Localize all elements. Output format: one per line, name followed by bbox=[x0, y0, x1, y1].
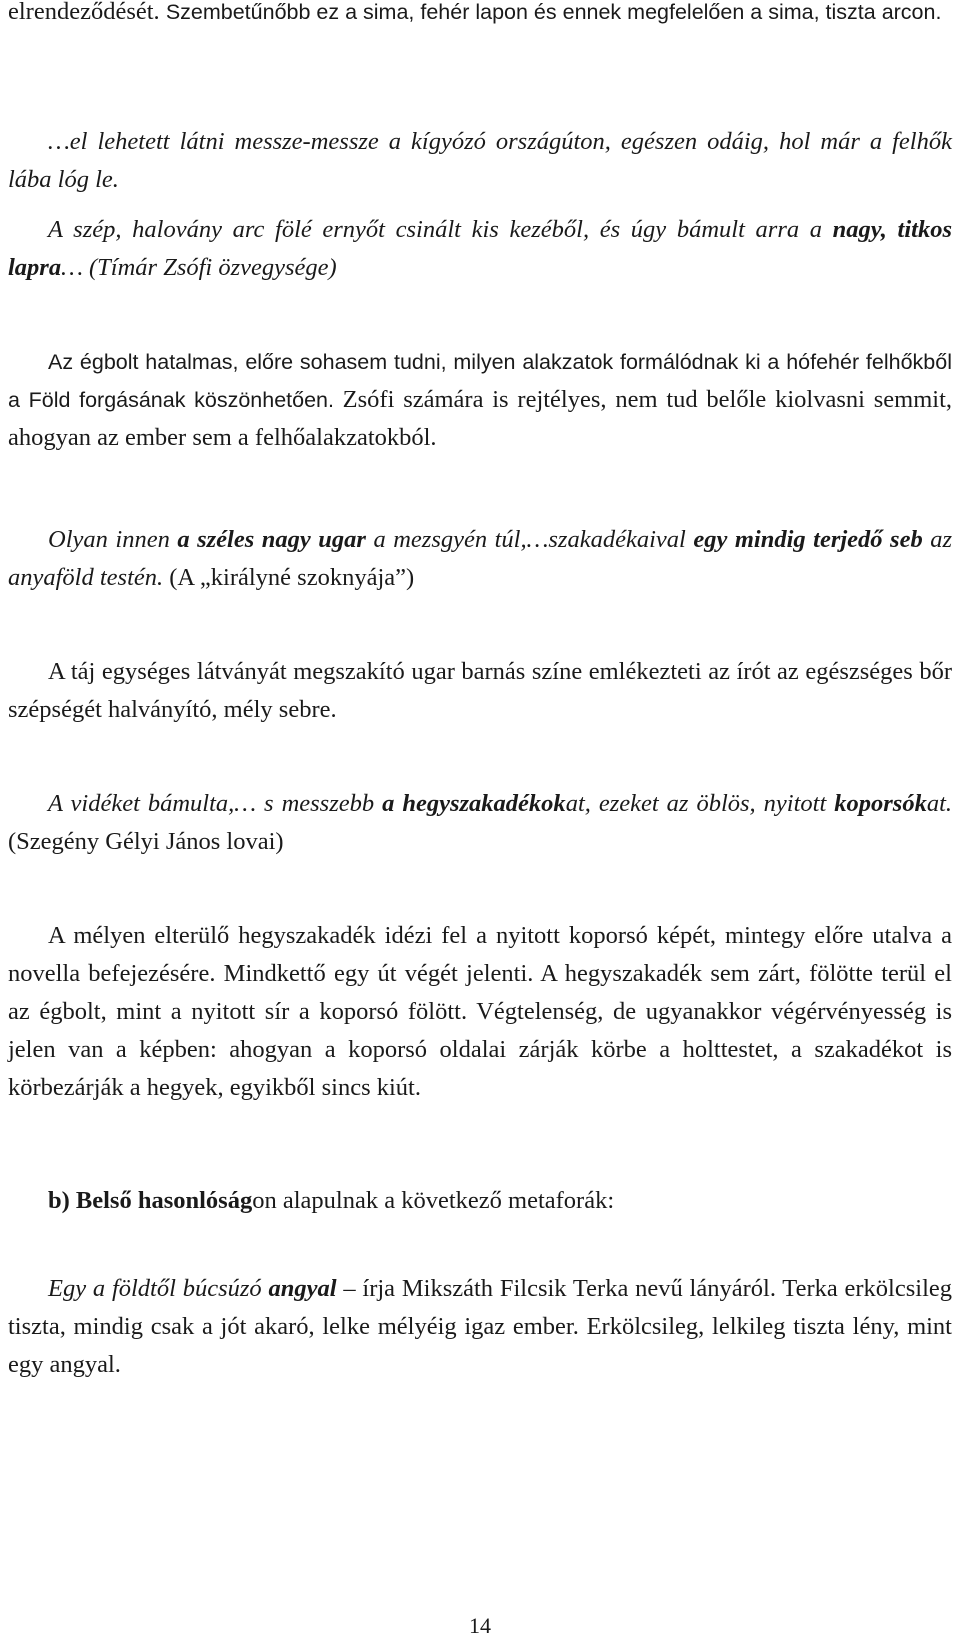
quote-source: (A „királyné szoknyája”) bbox=[169, 564, 415, 591]
quote-text: at. bbox=[926, 790, 953, 817]
text-run: A táj egységes látványát megszakító ugar barnás színe emlékezteti az írót az egészséges bőr szépségét halványító, mély sebre. bbox=[8, 658, 952, 723]
quote-text: Egy a földtől búcsúzó bbox=[48, 1275, 262, 1302]
document-page bbox=[8, 0, 952, 1648]
body-paragraph bbox=[8, 1270, 952, 1384]
text-run: Az égbolt hatalmas, előre sohasem tudni, milyen alakzatok formálódnak ki a hófehér felhőkből a Föld forgásának köszönhetően. bbox=[8, 350, 952, 412]
quote-source: (Szegény Gélyi János lovai) bbox=[8, 828, 284, 855]
text-run: A mélyen elterülő hegyszakadék idézi fel a nyitott koporsó képét, mintegy előre utalva a novella befejezésére. Mindkettő egy út végét jelenti. A hegyszakadék sem zárt, fölötte terül el az égbolt, mint a nyitott sír a koporsó fölött. Végtelenség, de ugyanakkor végérvényesség is jelen van a képben: ahogyan a koporsó oldalai zárják körbe a holttestet, a szakadékot is körbezárják a hegyek, egyikből sincs kiút. bbox=[8, 922, 952, 1101]
emphasis-text: koporsók bbox=[834, 790, 927, 817]
body-paragraph bbox=[8, 343, 952, 457]
paragraph-continuation bbox=[8, 0, 952, 31]
quote-text: A vidéket bámulta,… s messzebb bbox=[48, 790, 375, 817]
body-paragraph bbox=[8, 917, 952, 1107]
quote-text: at, ezeket az öblös, nyitott bbox=[565, 790, 827, 817]
quote-paragraph bbox=[8, 785, 952, 861]
quote-paragraph bbox=[8, 123, 952, 199]
section-heading: b) Belső hasonlóság bbox=[48, 1187, 253, 1214]
quote-paragraph bbox=[8, 521, 952, 597]
quote-text: A szép, halovány arc fölé ernyőt csinált kis kezéből, és úgy bámult arra a bbox=[48, 216, 823, 243]
emphasis-text: nagy, titkos lapra bbox=[8, 216, 952, 281]
text-run: on alapulnak a következő metaforák: bbox=[252, 1187, 615, 1214]
page-number: 14 bbox=[469, 1613, 491, 1638]
text-run: elrendeződését. bbox=[8, 0, 160, 25]
emphasis-text: a széles nagy ugar bbox=[177, 526, 366, 553]
quote-source: … (Tímár Zsófi özvegysége) bbox=[61, 254, 337, 281]
emphasis-text: egy mindig terjedő seb bbox=[693, 526, 923, 553]
body-paragraph bbox=[8, 653, 952, 729]
text-run: Szembetűnőbb ez a sima, fehér lapon és ennek megfelelően a sima, tiszta arcon. bbox=[165, 0, 942, 24]
quote-paragraph bbox=[8, 211, 952, 287]
quote-text: az anyaföld testén. bbox=[8, 526, 953, 591]
quote-text: Olyan innen bbox=[48, 526, 170, 553]
quote-text: a mezsgyén túl,…szakadékaival bbox=[373, 526, 686, 553]
emphasis-text: angyal bbox=[268, 1275, 337, 1302]
text-run: – írja Mikszáth Filcsik Terka nevű lányáról. Terka erkölcsileg tiszta, mindig csak a jót akaró, lelke mélyéig igaz ember. Erkölcsileg, lelkileg tiszta lény, mint egy angyal. bbox=[8, 1275, 953, 1378]
quote-text: …el lehetett látni messze-messze a kígyózó országúton, egészen odáig, hol már a felhők lába lóg le. bbox=[8, 128, 952, 193]
section-heading-paragraph bbox=[8, 1182, 952, 1220]
text-run: Zsófi számára is rejtélyes, nem tud belőle kiolvasni semmit, ahogyan az ember sem a felhőalakzatokból. bbox=[8, 386, 953, 451]
emphasis-text: a hegyszakadékok bbox=[382, 790, 566, 817]
